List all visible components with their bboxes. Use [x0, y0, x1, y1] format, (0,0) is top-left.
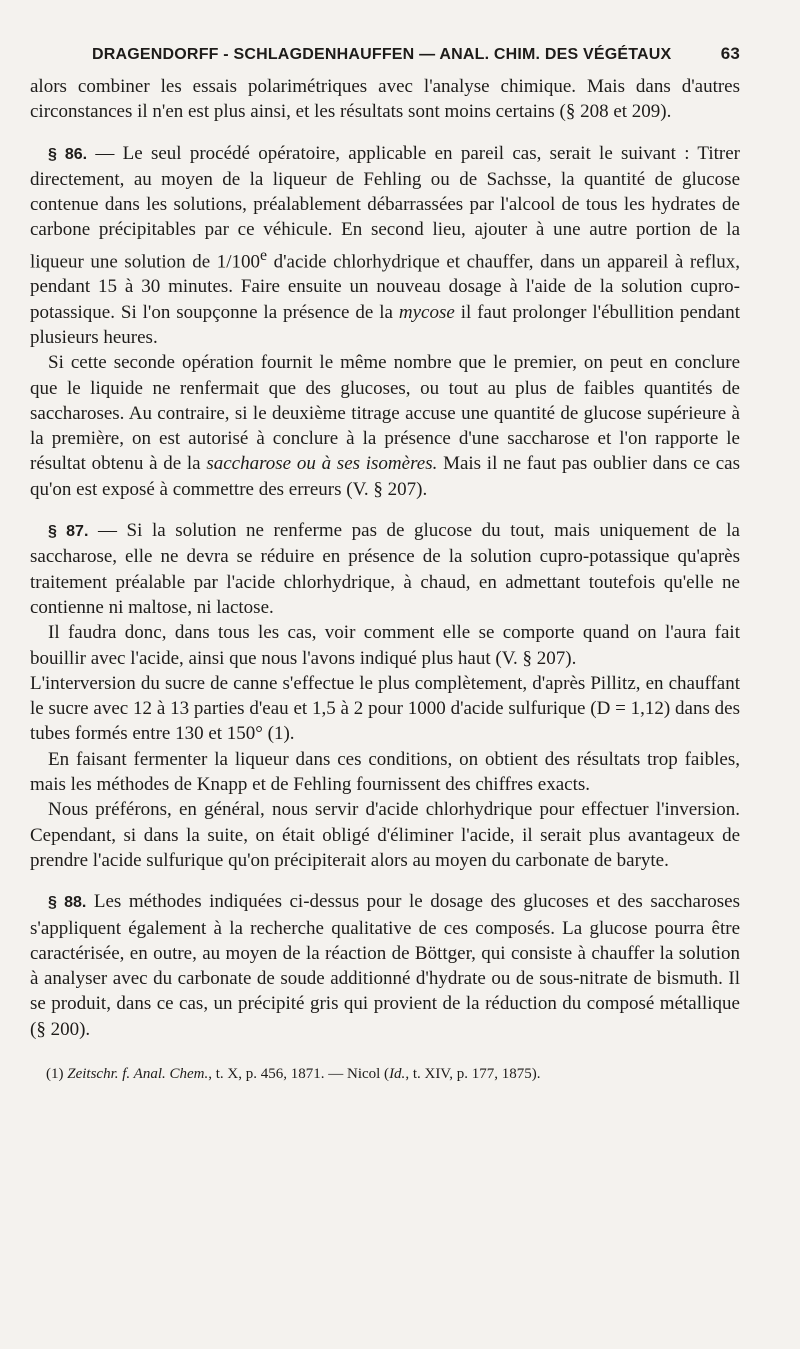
- section-86-number: § 86.: [48, 145, 88, 163]
- paragraph-87-interversion: L'interversion du sucre de canne s'effectue le plus complètement, d'après Pillitz, en chauffant le sucre avec 12 à 13 parties d'eau et 1,5 à 2 pour 1000 d'acide sulfurique (D = 1,12) dans des tubes formés entre 130 et 150° (1).: [30, 672, 740, 745]
- section-87: § 87. — Si la solution ne renferme pas de glucose du tout, mais uniquement de la saccharose, elle ne devra se réduire en présence de la solution cupro-potassique qu'après traitement préalable par l'acide chlorhydrique, à chaud, en admettant toutefois qu'elle ne contienne ni maltose, ni lactose.: [30, 520, 740, 618]
- page: [30, 44, 740, 1084]
- running-header: [30, 44, 740, 64]
- section-86: § 86. — Le seul procédé opératoire, applicable en pareil cas, serait le suivant : Titrer directement, au moyen de la liqueur de Fehling ou de Sachsse, la quantité de glucose contenue dans les solutions, préalablement débarrassées par l'alcool de tous les hydrates de carbone précipitables par ce véhicule. En second lieu, ajouter à une autre portion de la liqueur une solution de 1/100e d'acide chlorhydrique et chauffer, dans un appareil à reflux, pendant 15 à 30 minutes. Faire ensuite un nouveau dosage à l'aide de la solution cupro-potassique. Si l'on soupçonne la présence de la mycose il faut prolonger l'ébullition pendant plusieurs heures.: [30, 142, 740, 348]
- page-number: 63: [720, 44, 740, 63]
- paragraph-continuation: alors combiner les essais polarimétriques avec l'analyse chimique. Mais dans d'autres circonstances il n'en est plus ainsi, et les résultats sont moins certains (§ 208 et 209).: [30, 76, 740, 123]
- section-87-number: § 87.: [48, 523, 89, 541]
- section-88-number: § 88.: [48, 894, 87, 912]
- paragraph-87-inversion: Nous préférons, en général, nous servir d'acide chlorhydrique pour effectuer l'inversion. Cependant, si dans la suite, on était obligé d'éliminer l'acide, il serait plus avantageux de prendre l'acide sulfurique qu'on précipiterait alors au moyen du carbonate de baryte.: [30, 799, 740, 871]
- paragraph-86-conclusion: Si cette seconde opération fournit le même nombre que le premier, on peut en conclure que le liquide ne renfermait que des glucoses, ou tout au plus de faibles quantités de saccharoses. Au contraire, si le deuxième titrage accuse une quantité de glucose supérieure à la première, on est autorisé à conclure à la présence d'une saccharose et l'on rapporte le résultat obtenu à de la saccharose ou à ses isomères. Mais il ne faut pas oublier dans ce cas qu'on est exposé à commettre des erreurs (V. § 207).: [30, 352, 740, 500]
- footnote: (1) Zeitschr. f. Anal. Chem., t. X, p. 456, 1871. — Nicol (Id., t. XIV, p. 177, 1875).: [46, 1066, 541, 1083]
- section-88: § 88. Les méthodes indiquées ci-dessus pour le dosage des glucoses et des saccharoses s'appliquent également à la recherche qualitative de ces composés. La glucose pourra être caractérisée, en outre, au moyen de la réaction de Böttger, qui consiste à chauffer la solution à analyser avec du carbonate de soude additionné d'hydrate ou de sous-nitrate de bismuth. Il se produit, dans ce cas, un précipité gris qui provient de la réduction du composé métallique (§ 200).: [30, 891, 741, 1040]
- paragraph-87-fermentation: En faisant fermenter la liqueur dans ces conditions, on obtient des résultats trop faibles, mais les méthodes de Knapp et de Fehling fournissent des chiffres exacts.: [30, 748, 740, 796]
- paragraph-87-boiling: Il faudra donc, dans tous les cas, voir comment elle se comporte quand on l'aura fait bouillir avec l'acide, ainsi que nous l'avons indiqué plus haut (V. § 207).: [30, 622, 740, 669]
- header-title: DRAGENDORFF - SCHLAGDENHAUFFEN — ANAL. CHIM. DES VÉGÉTAUX: [92, 46, 672, 63]
